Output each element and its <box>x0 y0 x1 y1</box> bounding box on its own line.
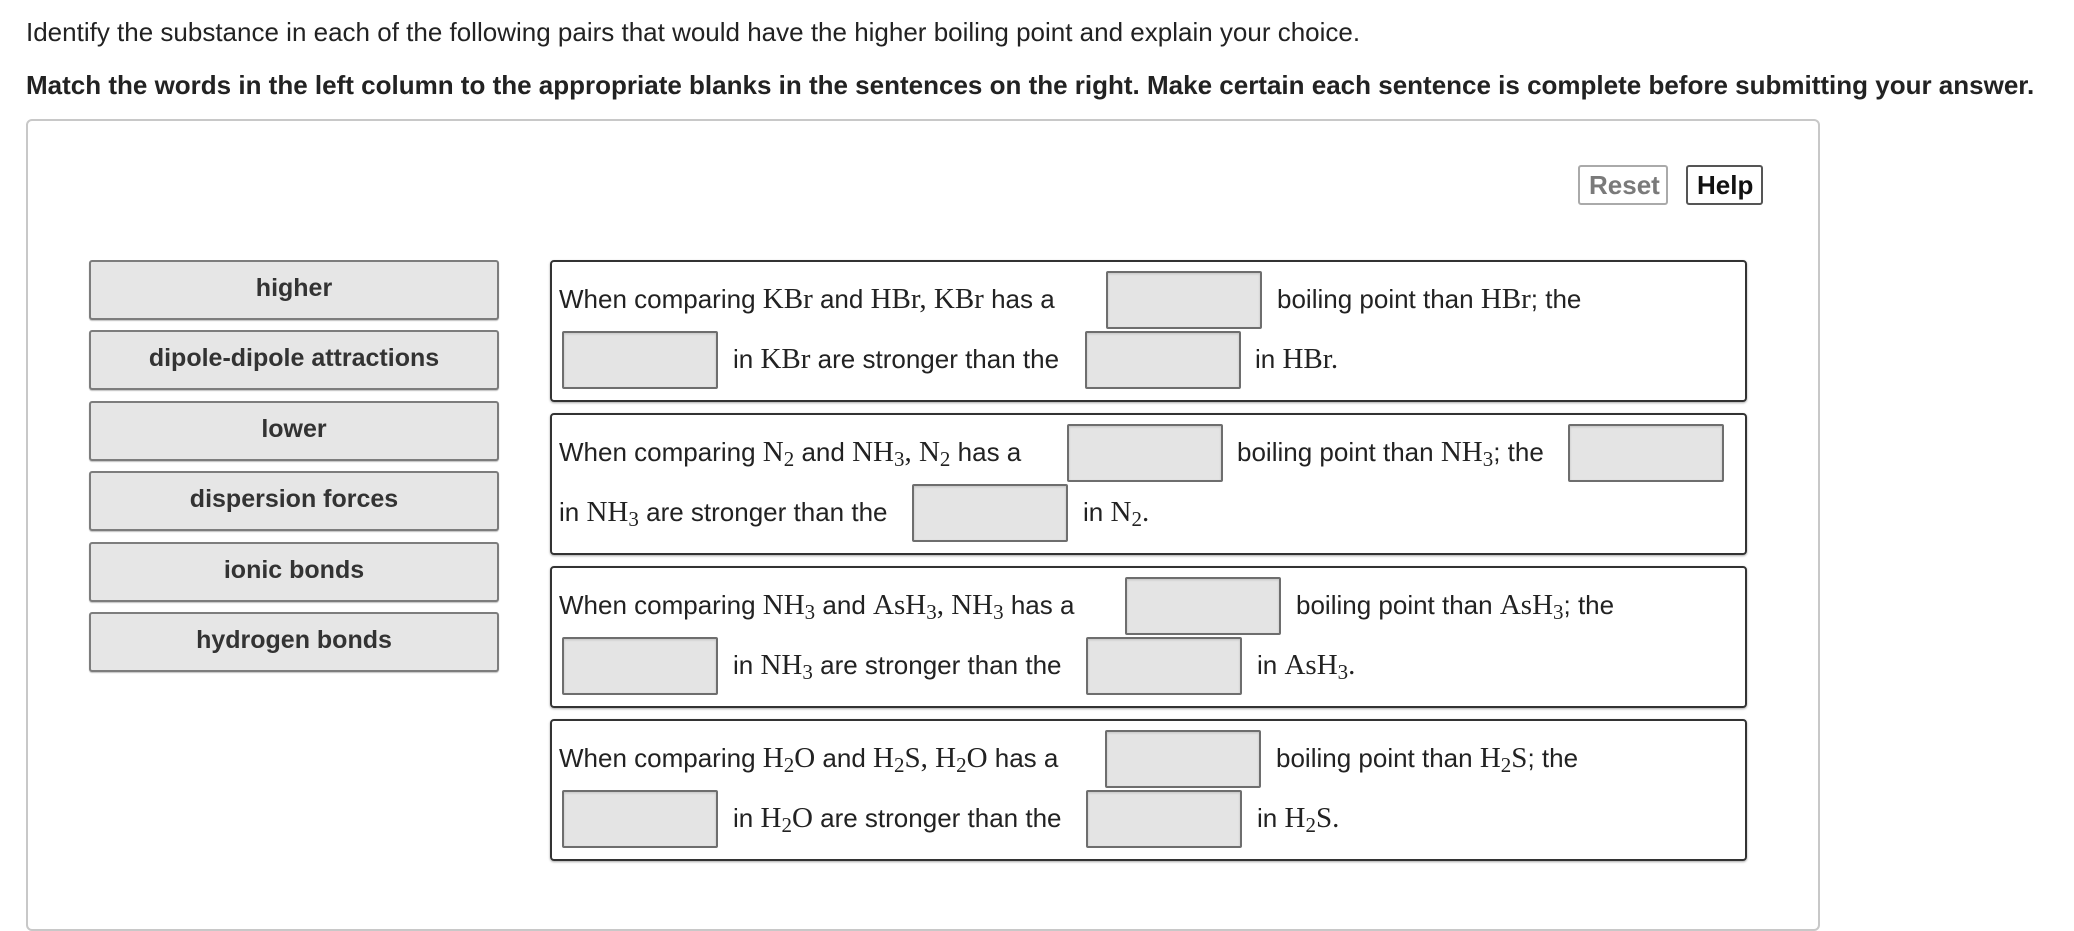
blank-4a-boiling-point[interactable] <box>1105 730 1261 788</box>
help-button[interactable]: Help <box>1686 165 1763 205</box>
question-instructions: Identify the substance in each of the following pairs that would have the higher boiling point and explain your choice. <box>26 17 1361 47</box>
word-tile-ionic-bonds[interactable]: ionic bonds <box>89 542 499 602</box>
blank-1b-force-a[interactable] <box>562 331 718 389</box>
sentence-2-line-1: When comparing $N_2$ and $NH_3$, $N_2$ has a <box>559 436 1022 471</box>
blank-3b-force-a[interactable] <box>562 637 718 695</box>
blank-1c-force-b[interactable] <box>1085 331 1241 389</box>
blank-2b-force-b[interactable] <box>1568 424 1724 482</box>
blank-3a-boiling-point[interactable] <box>1125 577 1281 635</box>
blank-1a-boiling-point[interactable] <box>1106 271 1262 329</box>
blank-4c-force-b[interactable] <box>1086 790 1242 848</box>
sentence-3-line-1b: boiling point than AsH$_3$; the <box>1296 589 1615 624</box>
reset-button[interactable]: Reset <box>1578 165 1668 205</box>
sentence-1-line-2b: in HBr. <box>1255 343 1339 375</box>
blank-2a-boiling-point[interactable] <box>1067 424 1223 482</box>
sentence-3-line-2a: in $NH_3$ are stronger than the <box>733 649 1062 684</box>
sentence-4-line-2b: in $H_2S$. <box>1257 802 1340 837</box>
sentence-1-line-1: When comparing KBr and HBr, KBr has a <box>559 283 1055 315</box>
sentence-2-line-1b: boiling point than $NH_3$; the <box>1237 436 1544 471</box>
blank-4b-force-a[interactable] <box>562 790 718 848</box>
blank-2c-force-a[interactable] <box>912 484 1068 542</box>
sentence-4-line-1b: boiling point than $H_2S$; the <box>1276 742 1579 777</box>
sentence-1-line-2a: in KBr are stronger than the <box>733 343 1060 375</box>
word-tile-hydrogen-bonds[interactable]: hydrogen bonds <box>89 612 499 672</box>
word-tile-higher[interactable]: higher <box>89 260 499 320</box>
sentence-3-line-1: When comparing $NH_3$ and AsH$_3$, $NH_3$ has a <box>559 589 1075 624</box>
blank-3c-force-b[interactable] <box>1086 637 1242 695</box>
sentence-4-line-1: When comparing $H_2O$ and $H_2S$, $H_2O$ has a <box>559 742 1059 777</box>
matching-directions: Match the words in the left column to the appropriate blanks in the sentences on the right. Make certain each sentence is complete before submitting your answer. <box>26 70 2035 100</box>
word-tile-dipole-dipole-attractions[interactable]: dipole-dipole attractions <box>89 330 499 390</box>
sentence-4-line-2a: in $H_2O$ are stronger than the <box>733 802 1062 837</box>
sentence-1-line-1b: boiling point than HBr; the <box>1277 283 1582 315</box>
sentence-2-line-2b: in $N_2$. <box>1083 496 1150 531</box>
word-tile-lower[interactable]: lower <box>89 401 499 461</box>
sentence-3-line-2b: in AsH$_3$. <box>1257 649 1356 684</box>
word-tile-dispersion-forces[interactable]: dispersion forces <box>89 471 499 531</box>
sentence-2-line-2a: in $NH_3$ are stronger than the <box>559 496 888 531</box>
